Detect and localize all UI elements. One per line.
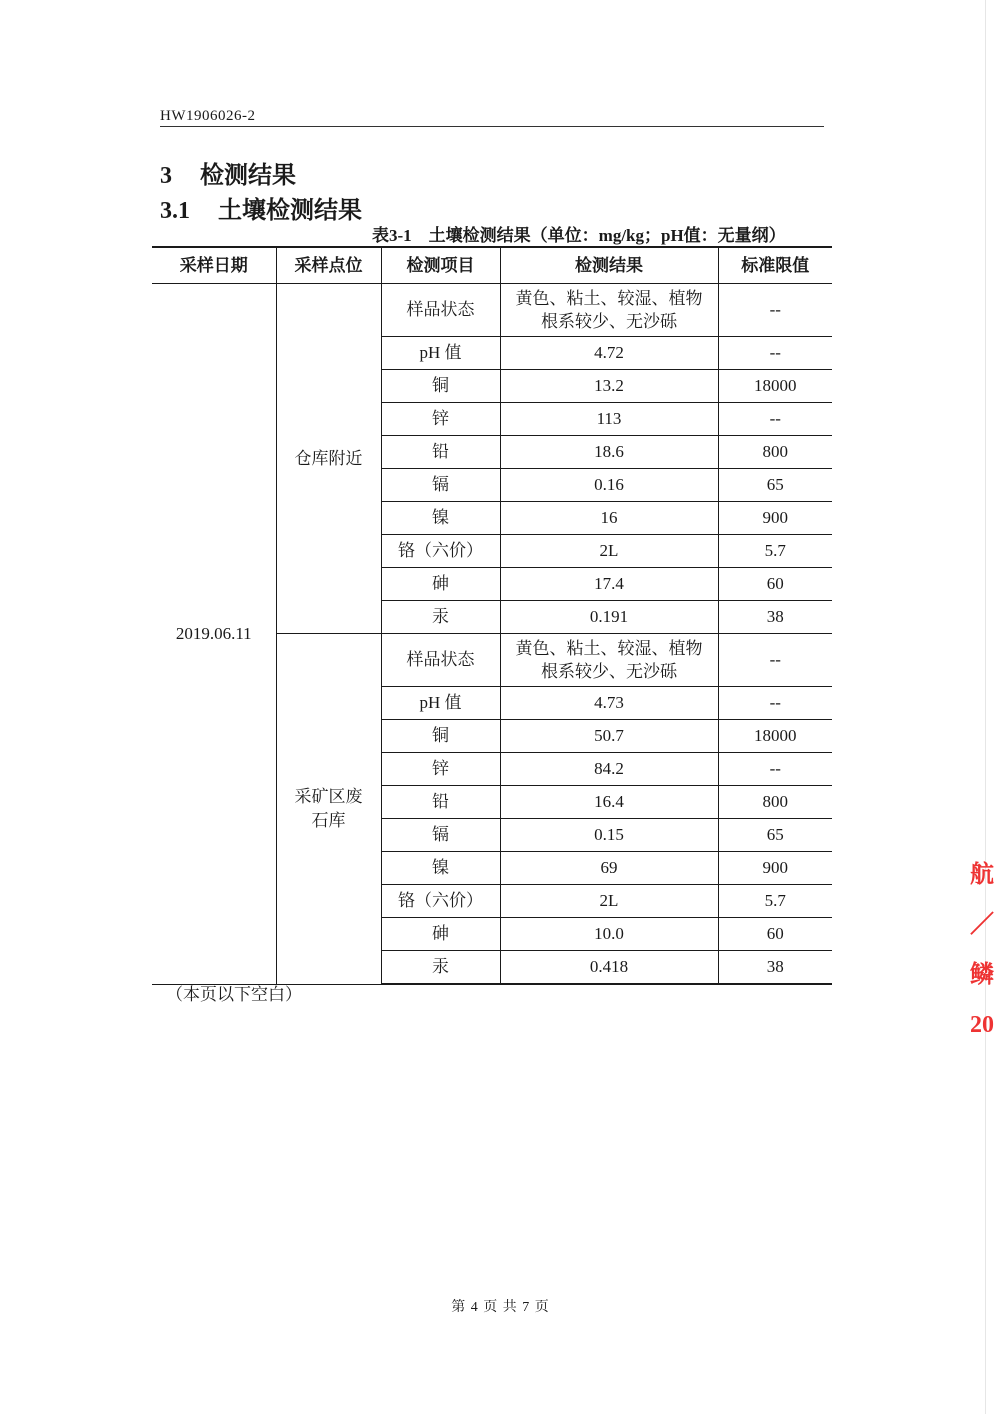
cell-standard-limit: 18000 — [718, 720, 832, 753]
page-footer: 第 4 页 共 7 页 — [451, 1300, 549, 1315]
cell-standard-limit: 5.7 — [718, 535, 832, 568]
cell-test-result: 69 — [500, 852, 718, 885]
cell-sampling-location: 采矿区废石库 — [276, 634, 381, 985]
cell-test-result: 黄色、粘土、较湿、植物根系较少、无沙砾 — [500, 284, 718, 337]
cell-test-result: 2L — [500, 535, 718, 568]
cell-standard-limit: -- — [718, 634, 832, 687]
cell-test-result: 4.72 — [500, 337, 718, 370]
soil-results-table — [152, 246, 832, 985]
cell-test-item: 镍 — [381, 502, 500, 535]
table-caption: 表3-1 土壤检测结果（单位：mg/kg；pH值：无量纲） — [372, 226, 786, 245]
report-code: HW1906026-2 — [160, 108, 256, 124]
cell-test-item: 汞 — [381, 601, 500, 634]
header-sampling-location: 采样点位 — [276, 247, 381, 284]
header-standard-limit: 标准限值 — [718, 247, 832, 284]
cell-standard-limit: -- — [718, 753, 832, 786]
table-body — [152, 284, 832, 985]
cell-test-result: 17.4 — [500, 568, 718, 601]
cell-test-item: 样品状态 — [381, 284, 500, 337]
cell-test-item: 砷 — [381, 918, 500, 951]
header-divider — [160, 126, 824, 127]
header-test-item: 检测项目 — [381, 247, 500, 284]
cell-test-item: 铅 — [381, 786, 500, 819]
section-title: 检测结果 — [200, 163, 296, 189]
cell-standard-limit: 60 — [718, 568, 832, 601]
subsection-heading — [160, 190, 362, 225]
cell-test-item: 镉 — [381, 469, 500, 502]
header-sampling-date: 采样日期 — [152, 247, 276, 284]
cell-standard-limit: -- — [718, 687, 832, 720]
cell-test-result: 16.4 — [500, 786, 718, 819]
cell-standard-limit: 900 — [718, 502, 832, 535]
cell-test-item: 铬（六价） — [381, 535, 500, 568]
cell-standard-limit: 800 — [718, 436, 832, 469]
cell-standard-limit: 5.7 — [718, 885, 832, 918]
cell-test-item: pH 值 — [381, 687, 500, 720]
cell-test-result: 0.15 — [500, 819, 718, 852]
cell-test-result: 13.2 — [500, 370, 718, 403]
seal-stamp-fragment: 航 ／ 鳞 20 — [970, 862, 994, 1038]
cell-test-result: 10.0 — [500, 918, 718, 951]
cell-test-item: 镍 — [381, 852, 500, 885]
scan-edge-line — [985, 0, 986, 1414]
cell-test-result: 0.16 — [500, 469, 718, 502]
cell-test-result: 18.6 — [500, 436, 718, 469]
cell-standard-limit: 38 — [718, 601, 832, 634]
cell-standard-limit: -- — [718, 337, 832, 370]
cell-standard-limit: 18000 — [718, 370, 832, 403]
cell-sampling-location: 仓库附近 — [276, 284, 381, 634]
cell-standard-limit: -- — [718, 284, 832, 337]
cell-test-result: 50.7 — [500, 720, 718, 753]
header-test-result: 检测结果 — [500, 247, 718, 284]
cell-standard-limit: 900 — [718, 852, 832, 885]
cell-standard-limit: 60 — [718, 918, 832, 951]
cell-test-item: 样品状态 — [381, 634, 500, 687]
cell-test-result: 4.73 — [500, 687, 718, 720]
cell-test-item: 砷 — [381, 568, 500, 601]
cell-test-item: 铜 — [381, 370, 500, 403]
cell-test-item: 铜 — [381, 720, 500, 753]
cell-test-result: 2L — [500, 885, 718, 918]
cell-test-result: 16 — [500, 502, 718, 535]
table-header-row — [152, 247, 832, 284]
cell-test-item: 锌 — [381, 403, 500, 436]
cell-test-item: pH 值 — [381, 337, 500, 370]
cell-standard-limit: 65 — [718, 819, 832, 852]
section-number: 3 — [160, 163, 172, 189]
subsection-title: 土壤检测结果 — [218, 198, 362, 224]
cell-test-result: 0.191 — [500, 601, 718, 634]
cell-standard-limit: 800 — [718, 786, 832, 819]
cell-sampling-date: 2019.06.11 — [152, 284, 276, 985]
cell-test-item: 汞 — [381, 951, 500, 985]
table-row — [152, 284, 832, 337]
cell-standard-limit: -- — [718, 403, 832, 436]
cell-test-item: 铬（六价） — [381, 885, 500, 918]
cell-standard-limit: 38 — [718, 951, 832, 985]
cell-test-result: 0.418 — [500, 951, 718, 985]
cell-test-result: 黄色、粘土、较湿、植物根系较少、无沙砾 — [500, 634, 718, 687]
cell-test-result: 84.2 — [500, 753, 718, 786]
cell-standard-limit: 65 — [718, 469, 832, 502]
blank-below-note: （本页以下空白） — [166, 985, 302, 1004]
section-heading — [160, 155, 296, 190]
subsection-number: 3.1 — [160, 198, 190, 224]
cell-test-item: 锌 — [381, 753, 500, 786]
cell-test-result: 113 — [500, 403, 718, 436]
cell-test-item: 镉 — [381, 819, 500, 852]
cell-test-item: 铅 — [381, 436, 500, 469]
